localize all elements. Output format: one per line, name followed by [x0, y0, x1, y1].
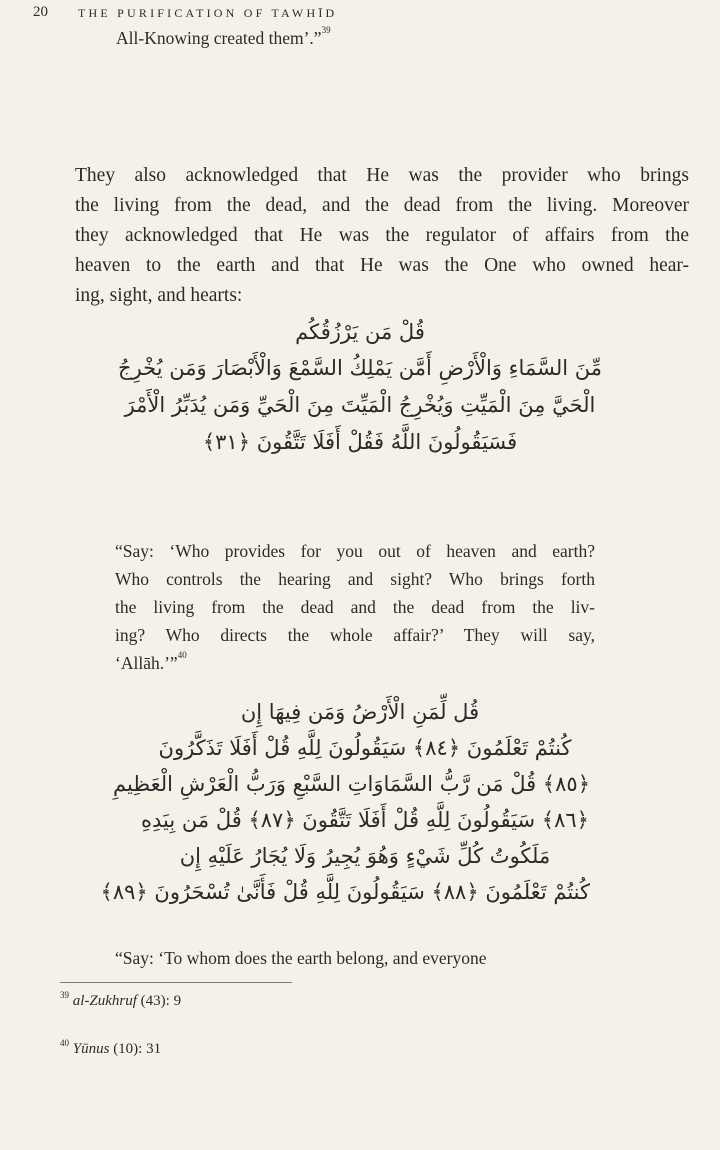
text-line: ing, sight, and hearts: [75, 285, 243, 306]
footnote-number: 39 [60, 990, 69, 1000]
running-title: THE PURIFICATION OF TAWHĪD [78, 6, 338, 20]
text-line: ing? Who directs the whole affair?’ They will say, [115, 625, 595, 645]
text-line: الْحَيَّ مِنَ الْمَيِّتِ وَيُخْرِجُ الْمَيِّتَ مِنَ الْحَيِّ وَمَن يُدَبِّرُ الْأَمْرَ [124, 393, 596, 417]
text-line: They also acknowledged that He was the provider who brings [75, 165, 689, 186]
footnote-divider [60, 982, 292, 983]
footnote-ref: 39 [321, 25, 331, 35]
footnote-40 [60, 1038, 162, 1058]
text-line: ‘Allāh.’”$^{40}$ [115, 650, 187, 673]
text-line: فَسَيَقُولُونَ اللَّهُ فَقُلْ أَفَلَا تَتَّقُونَ ﴿٣١﴾ [202, 430, 518, 454]
text-line: مِّنَ السَّمَاءِ وَالْأَرْضِ أَمَّن يَمْلِكُ السَّمْعَ وَالْأَبْصَارَ وَمَن يُخْرِجُ [118, 356, 602, 380]
footnote-source: al-Zukhruf [72, 993, 137, 1009]
footnote-number: 40 [60, 1038, 69, 1048]
text-line: they acknowledged that He was the regulator of affairs from the [75, 225, 689, 246]
footnote-39 [60, 990, 182, 1010]
text-line: ﴿٨٦﴾ سَيَقُولُونَ لِلَّهِ قُلْ أَفَلَا تَتَّقُونَ ﴿٨٧﴾ قُلْ مَن بِيَدِهِ [141, 808, 589, 832]
footnote-source: Yūnus [72, 1041, 110, 1057]
text-line: “Say: ‘Who provides for you out of heaven and earth? [115, 541, 595, 561]
text-line: the living from the dead, and the dead from the living. Moreover [75, 195, 689, 216]
text-line: the living from the dead and the dead from the liv- [115, 597, 595, 617]
text-line: كُنتُمْ تَعْلَمُونَ ﴿٨٤﴾ سَيَقُولُونَ لِلَّهِ قُلْ أَفَلَا تَذَكَّرُونَ [158, 736, 572, 760]
page-number: 20 [33, 4, 48, 20]
text-line: قُلْ مَن يَرْزُقُكُم [295, 320, 425, 344]
opening-text: All-Knowing created them’.” [116, 28, 322, 48]
footnote-ref: 40 [177, 650, 187, 660]
text-line: كُنتُمْ تَعْلَمُونَ ﴿٨٨﴾ سَيَقُولُونَ لِلَّهِ قُلْ فَأَنَّىٰ تُسْحَرُونَ ﴿٨٩﴾ [100, 880, 590, 904]
footnote-ref-text: (10): 31 [113, 1041, 162, 1057]
opening-line [116, 25, 331, 49]
text-line: heaven to the earth and that He was the One who owned hear- [75, 255, 689, 276]
text-line: Who controls the hearing and sight? Who brings forth [115, 569, 595, 589]
running-header [33, 4, 338, 21]
text-line: قُل لِّمَنِ الْأَرْضُ وَمَن فِيهَا إِن [240, 700, 480, 724]
text-line: ﴿٨٥﴾ قُلْ مَن رَّبُّ السَّمَاوَاتِ السَّبْعِ وَرَبُّ الْعَرْشِ الْعَظِيمِ [113, 772, 590, 796]
footnote-ref-text: (43): 9 [140, 993, 182, 1009]
translation-2-line: “Say: ‘To whom does the earth belong, and everyone [115, 948, 487, 968]
text-line: مَلَكُوتُ كُلِّ شَيْءٍ وَهُوَ يُجِيرُ وَلَا يُجَارُ عَلَيْهِ إِن [179, 844, 551, 868]
